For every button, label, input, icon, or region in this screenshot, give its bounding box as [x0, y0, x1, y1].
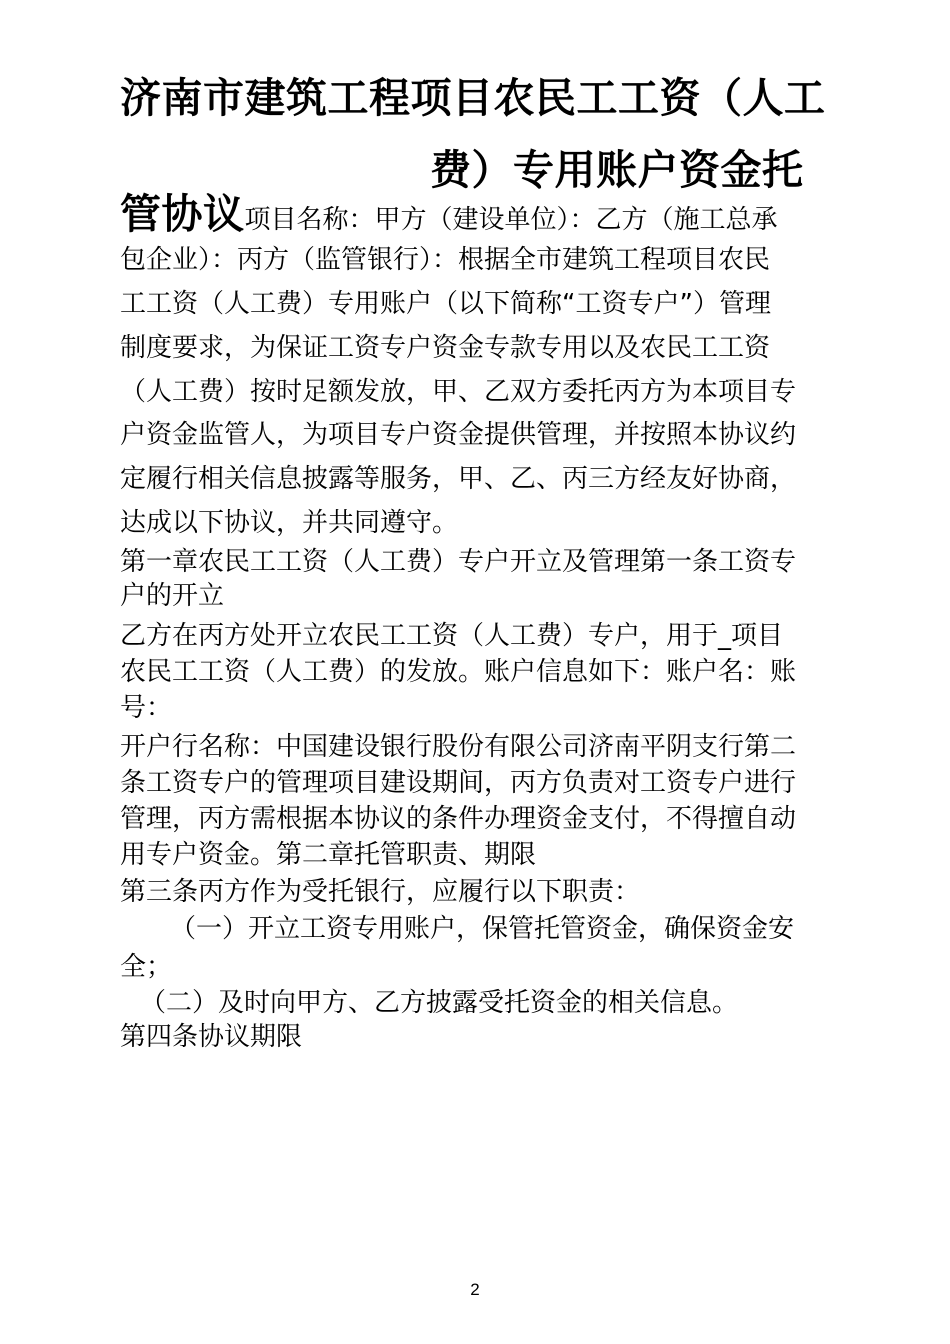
body-line-2: 户的开立 [120, 581, 225, 611]
body-line-11: （一）开立工资专用账户，保管托管资金，确保资金安 [170, 914, 795, 944]
body-line-13: （二）及时向甲方、乙方披露受托资金的相关信息。 [140, 988, 739, 1018]
intro-line-5: （人工费）按时足额发放，甲、乙双方委托丙方为本项目专 [120, 377, 797, 407]
intro-line-2: 包企业）：丙方（监管银行）：根据全市建筑工程项目农民 [120, 245, 771, 275]
document-title-line-1: 济南市建筑工程项目农民工工资（人工 [120, 74, 826, 122]
body-line-12: 全； [120, 952, 173, 982]
document-title-line-2: 费）专用账户资金托 [430, 146, 804, 194]
intro-line-1: 项目名称：甲方（建设单位）：乙方（施工总承 [244, 205, 778, 235]
body-line-9: 用专户资金。第二章托管职责、期限 [120, 840, 537, 870]
body-line-8: 管理，丙方需根据本协议的条件办理资金支付，不得擅自动 [120, 804, 797, 834]
title-and-intro-first-line [120, 190, 778, 244]
intro-line-3: 工工资（人工费）专用账户（以下简称“工资专户”）管理 [120, 289, 771, 319]
body-line-14: 第四条协议期限 [120, 1022, 303, 1052]
body-line-3: 乙方在丙方处开立农民工工资（人工费）专户，用于_项目 [120, 621, 784, 651]
page-number: 2 [470, 1280, 480, 1299]
intro-line-4: 制度要求，为保证工资专户资金专款专用以及农民工工资 [120, 333, 771, 363]
intro-line-7: 定履行相关信息披露等服务，甲、乙、丙三方经友好协商， [120, 464, 797, 494]
body-line-10: 第三条丙方作为受托银行，应履行以下职责： [120, 877, 641, 907]
intro-line-8: 达成以下协议，并共同遵守。 [120, 508, 459, 538]
body-line-7: 条工资专户的管理项目建设期间，丙方负责对工资专户进行 [120, 768, 797, 798]
document-title-line-3: 管协议 [120, 190, 245, 238]
body-line-6: 开户行名称：中国建设银行股份有限公司济南平阴支行第二 [120, 732, 797, 762]
body-line-1: 第一章农民工工资（人工费）专户开立及管理第一条工资专 [120, 547, 797, 577]
body-line-4: 农民工工资（人工费）的发放。账户信息如下：账户名：账 [120, 657, 797, 687]
intro-line-6: 户资金监管人，为项目专户资金提供管理，并按照本协议约 [120, 420, 797, 450]
body-line-5: 号： [120, 693, 173, 723]
